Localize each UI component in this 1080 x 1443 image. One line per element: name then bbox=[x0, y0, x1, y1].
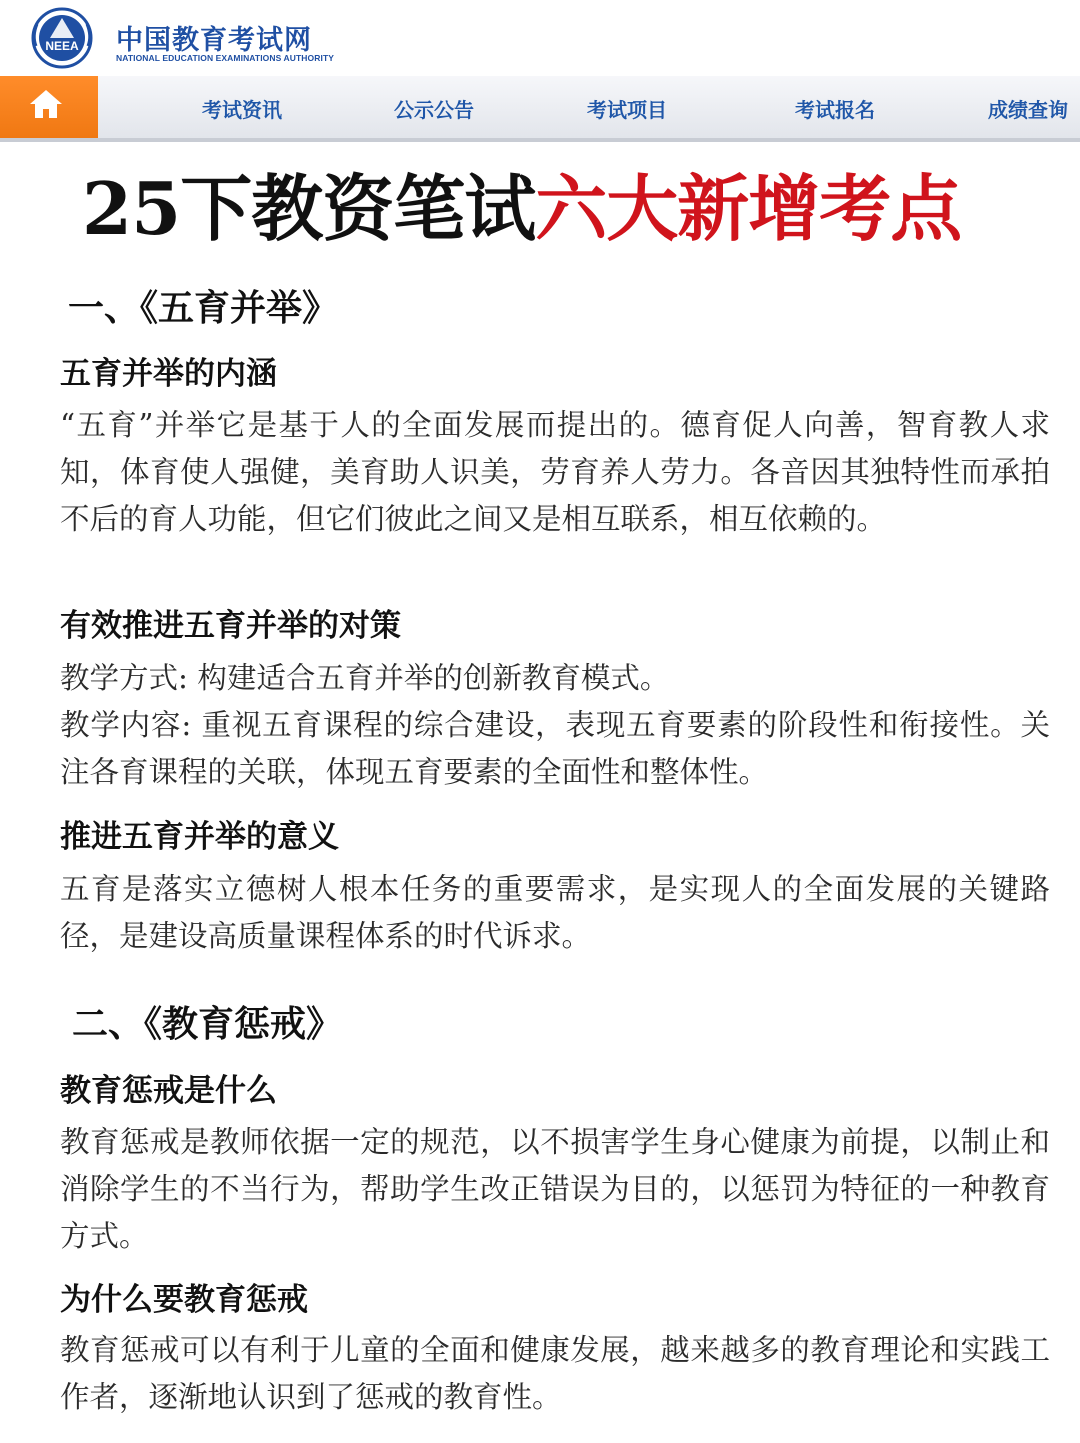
site-header bbox=[0, 0, 1080, 76]
article-title bbox=[82, 164, 961, 254]
neea-logo[interactable] bbox=[22, 6, 102, 70]
nav-item-registration[interactable]: 考试报名 bbox=[795, 98, 875, 122]
article-title-main: 25下教资笔试 bbox=[82, 166, 536, 251]
paragraph: 教育惩戒是教师依据一定的规范，以不损害学生身心健康为前提，以制止和消除学生的不当行为，帮助学生改正错误为目的，以惩罚为特征的一种教育方式。 bbox=[60, 1125, 1050, 1253]
nav-item-score-query[interactable]: 成绩查询 bbox=[988, 98, 1068, 122]
home-icon bbox=[28, 88, 64, 120]
site-name[interactable]: 中国教育考试网 bbox=[116, 25, 312, 56]
nav-item-exam-projects[interactable]: 考试项目 bbox=[587, 98, 667, 122]
home-button[interactable] bbox=[0, 76, 98, 138]
section-heading-1: 一、《五育并举》 bbox=[68, 288, 339, 329]
sub-heading: 教育惩戒是什么 bbox=[60, 1073, 277, 1109]
paragraph: 教学方式: 构建适合五育并举的创新教育模式。 bbox=[60, 661, 670, 695]
paragraph: 五育是落实立德树人根本任务的重要需求，是实现人的全面发展的关键路径，是建设高质量课程体系的时代诉求。 bbox=[60, 872, 1050, 953]
nav-item-exam-news[interactable]: 考试资讯 bbox=[202, 98, 282, 122]
nav-item-announcements[interactable]: 公示公告 bbox=[394, 98, 474, 122]
main-nav bbox=[0, 76, 1080, 142]
paragraph: 教学内容: 重视五育课程的综合建设，表现五育要素的阶段性和衔接性。关注各育课程的关联，体现五育要素的全面性和整体性。 bbox=[60, 708, 1050, 789]
paragraph: 教育惩戒可以有利于儿童的全面和健康发展，越来越多的教育理论和实践工作者，逐渐地认识到了惩戒的教育性。 bbox=[60, 1333, 1050, 1414]
sub-heading: 有效推进五育并举的对策 bbox=[60, 608, 401, 644]
logo-text: NEEA bbox=[45, 39, 79, 53]
sub-heading: 推进五育并举的意义 bbox=[60, 819, 339, 855]
paragraph: “五育”并举它是基于人的全面发展而提出的。德育促人向善，智育教人求知，体育使人强健，美育助人识美，劳育养人劳力。各音因其独特性而承拍不后的育人功能，但它们彼此之间又是相互联系，相互依赖的。 bbox=[60, 408, 1050, 536]
site-subtitle: NATIONAL EDUCATION EXAMINATIONS AUTHORITY bbox=[116, 53, 335, 63]
sub-heading: 为什么要教育惩戒 bbox=[60, 1282, 308, 1318]
section-heading-2: 二、《教育惩戒》 bbox=[72, 1004, 343, 1045]
article-title-highlight: 六大新增考点 bbox=[535, 166, 962, 251]
sub-heading: 五育并举的内涵 bbox=[60, 356, 277, 392]
